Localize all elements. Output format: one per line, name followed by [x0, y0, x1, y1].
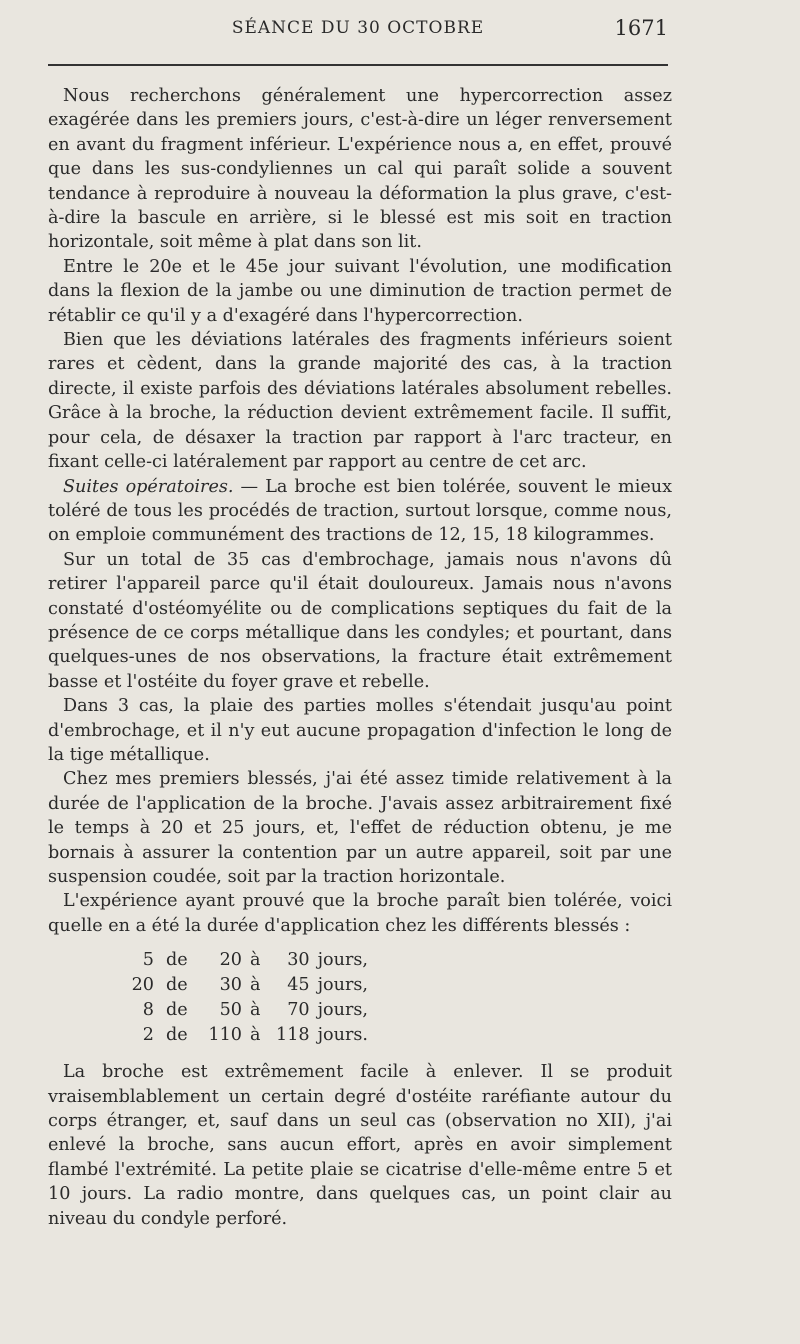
- suites-label: Suites opératoires.: [63, 476, 234, 497]
- duration-row: 5 de 20 à 30 jours,: [142, 950, 369, 971]
- header-title: SÉANCE DU 30 OCTOBRE: [231, 18, 485, 38]
- duration-row: 8 de 50 à 70 jours,: [142, 1000, 369, 1021]
- page-number: 1671: [614, 16, 668, 40]
- paragraph: Dans 3 cas, la plaie des parties molles s'étendait jusqu'au point d'embrochage, et il n'y eut aucune propagation d'infection le long de la tige métallique.: [48, 696, 672, 765]
- paragraph: Entre le 20e et le 45e jour suivant l'évolution, une modification dans la flexion de la jambe ou une diminution de traction permet de rétablir ce qu'il y a d'exagéré dans l'hypercorrection.: [48, 256, 672, 326]
- paragraph: Nous recherchons généralement une hypercorrection assez exagérée dans les premiers jours, c'est-à-dire un léger renversement en avant du fragment inférieur. L'expérience nous a, en effet, prouvé que dans les sus-condyliennes un cal qui paraît solide a souvent tendance à reproduire à nouveau la déformation la plus grave, c'est-à-dire la bascule en arrière, si le blessé est mis soit en traction horizontale, soit même à plat dans son lit.: [48, 86, 672, 253]
- paragraph: Chez mes premiers blessés, j'ai été assez timide relativement à la durée de l'application de la broche. J'avais assez arbitrairement fixé le temps à 20 et 25 jours, et, l'effet de réduction obtenu, je me bornais à assurer la contention par un autre appareil, soit par une suspension coudée, soit par la traction horizontale.: [48, 769, 672, 887]
- body-text: [48, 84, 672, 1231]
- duration-table: [114, 948, 368, 1048]
- header-rule: [48, 64, 668, 66]
- duration-row: 2 de 110 à 118 jours.: [142, 1025, 369, 1046]
- paragraph-suites: [48, 475, 672, 548]
- paragraph-closing: La broche est extrêmement facile à enlever. Il se produit vraisemblablement un certain degré d'ostéite raréfiante autour du corps étranger, et, sauf dans un seul cas (observation no XII), j'ai enlevé la broche, sans aucun effort, après en avoir simplement flambé l'extrémité. La petite plaie se cicatrise d'elle-même entre 5 et 10 jours. La radio montre, dans quelques cas, un point clair au niveau du condyle perforé.: [48, 1062, 672, 1229]
- suites-text: — La broche est bien tolérée, souvent le mieux toléré de tous les procédés de traction, surtout lorsque, comme nous, on emploie communément des tractions de 12, 15, 18 kilogrammes.: [48, 476, 672, 546]
- paragraph: L'expérience ayant prouvé que la broche paraît bien tolérée, voici quelle en a été la durée d'application chez les différents blessés :: [48, 891, 672, 936]
- paragraph: Bien que les déviations latérales des fragments inférieurs soient rares et cèdent, dans la grande majorité des cas, à la traction directe, il existe parfois des déviations latérales absolument rebelles. Grâce à la broche, la réduction devient extrêmement facile. Il suffit, pour cela, de désaxer la traction par rapport à l'arc tracteur, en fixant celle-ci latéralement par rapport au centre de cet arc.: [48, 330, 672, 473]
- page-header: [48, 14, 668, 46]
- duration-row: 20 de 30 à 45 jours,: [131, 975, 369, 996]
- paragraph: Sur un total de 35 cas d'embrochage, jamais nous n'avons dû retirer l'appareil parce qu'il était douloureux. Jamais nous n'avons constaté d'ostéomyélite ou de complications septiques du fait de la présence de ce corps métallique dans les condyles; et pourtant, dans quelques-unes de nos observations, la fracture était extrêmement basse et l'ostéite du foyer grave et rebelle.: [48, 549, 672, 692]
